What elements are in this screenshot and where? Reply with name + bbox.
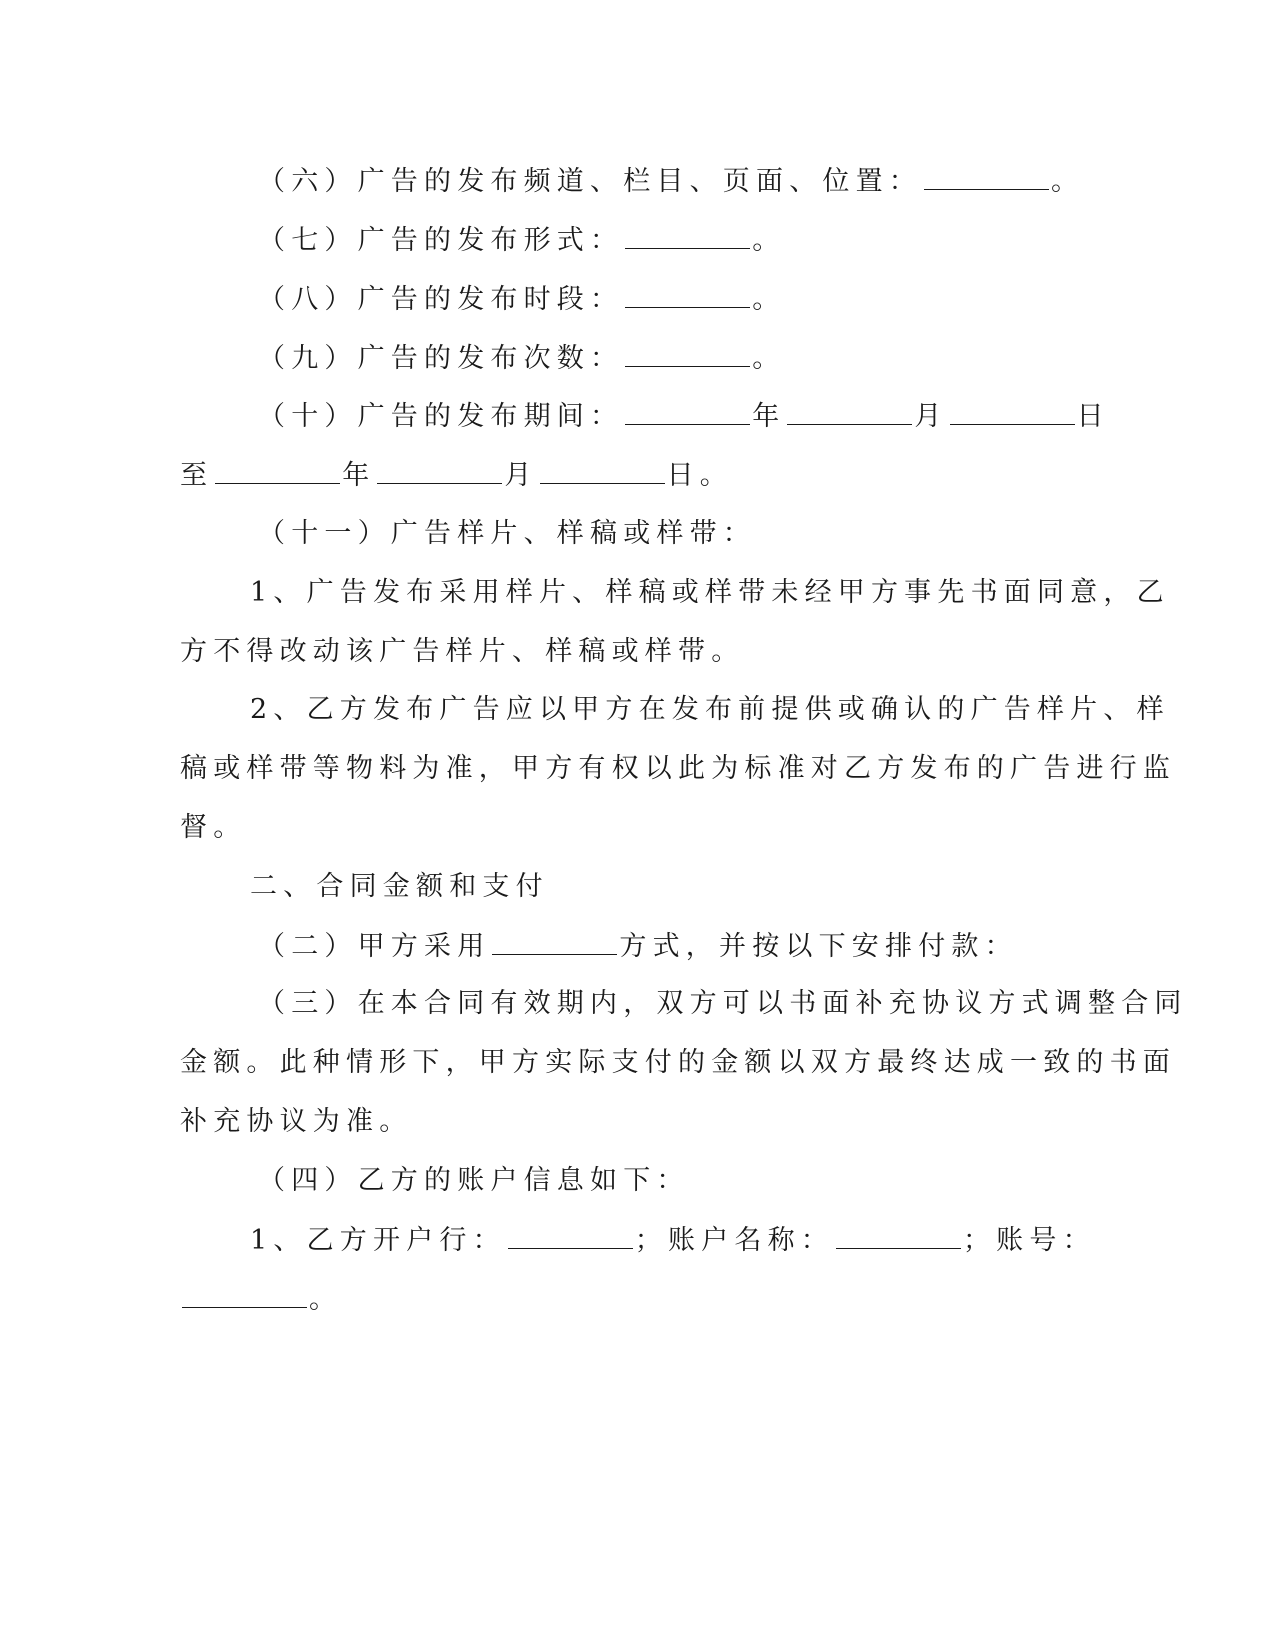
day-label: 日 [1076,401,1110,432]
year-label: 年 [752,401,786,432]
clause-10-line1 [258,398,1110,435]
clause-11-item-2-line2: 稿或样带等物料为准，甲方有权以此为标准对乙方发布的广告进行监 [180,753,1176,784]
blank-field[interactable] [508,1222,633,1249]
clause-text: 方式，并按以下安排付款： [619,931,1018,962]
clause-8-end: 。 [752,284,786,315]
clause-9-end: 。 [752,343,786,374]
clause-7-text: （七）广告的发布形式： [258,225,624,256]
year-label: 年 [342,460,376,491]
blank-field[interactable] [625,281,750,308]
blank-field[interactable] [787,398,912,425]
month-label: 月 [504,460,538,491]
section-2-clause-3-line3: 补充协议为准。 [180,1106,413,1137]
clause-6-text: （六）广告的发布频道、栏目、页面、位置： [258,166,922,197]
section-2-heading: 二、合同金额和支付 [250,871,549,902]
blank-field[interactable] [625,398,750,425]
clause-9-text: （九）广告的发布次数： [258,343,624,374]
blank-field[interactable] [625,340,750,367]
clause-9 [258,340,785,377]
clause-6 [258,163,1084,200]
clause-11-heading: （十一）广告样片、样稿或样带： [258,518,756,549]
clause-8-text: （八）广告的发布时段： [258,284,624,315]
blank-field[interactable] [377,457,502,484]
day-label: 日。 [666,460,734,491]
section-2-clause-3-line2: 金额。此种情形下，甲方实际支付的金额以双方最终达成一致的书面 [180,1047,1176,1078]
blank-field[interactable] [950,398,1075,425]
clause-10-line2 [180,457,733,494]
blank-field[interactable] [182,1281,307,1308]
blank-field[interactable] [492,928,617,955]
month-label: 月 [914,401,948,432]
account-info-line2 [180,1281,342,1318]
section-2-clause-3-line1: （三）在本合同有效期内，双方可以书面补充协议方式调整合同 [258,988,1188,1019]
clause-7 [258,222,785,259]
blank-field[interactable] [836,1222,961,1249]
account-info-line1 [250,1222,1096,1259]
bank-label: 1、乙方开户行： [250,1225,506,1256]
clause-7-end: 。 [752,225,786,256]
clause-11-item-2-line3: 督。 [180,812,247,843]
section-2-clause-4: （四）乙方的账户信息如下： [258,1165,690,1196]
section-2-clause-2 [258,928,1018,965]
blank-field[interactable] [540,457,665,484]
clause-11-item-2-line1: 2、乙方发布广告应以甲方在发布前提供或确认的广告样片、样 [250,694,1170,725]
blank-field[interactable] [625,222,750,249]
clause-11-item-1-line2: 方不得改动该广告样片、样稿或样带。 [180,636,745,667]
blank-field[interactable] [215,457,340,484]
blank-field[interactable] [924,163,1049,190]
period: 。 [309,1284,343,1315]
account-number-label: ；账号： [962,1225,1096,1256]
to-label: 至 [180,460,214,491]
account-name-label: ；账户名称： [634,1225,834,1256]
clause-11-item-1-line1: 1、广告发布采用样片、样稿或样带未经甲方事先书面同意，乙 [250,577,1170,608]
clause-text: （二）甲方采用 [258,931,491,962]
clause-8 [258,281,785,318]
clause-10-text: （十）广告的发布期间： [258,401,624,432]
clause-6-end: 。 [1051,166,1085,197]
